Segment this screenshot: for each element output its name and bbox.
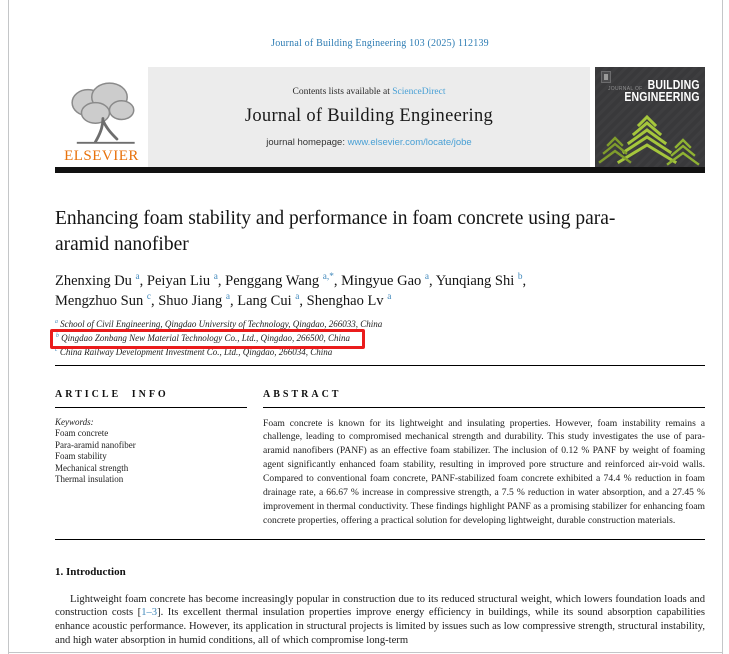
page-edge-bottom [8,652,723,653]
journal-title: Journal of Building Engineering [244,105,494,126]
info-abstract-section [55,366,705,528]
running-head: Journal of Building Engineering 103 (2025) 112139 [271,38,489,49]
homepage-prefix: journal homepage: [266,136,348,148]
keywords-block [55,417,247,486]
intro-paragraph [55,593,705,647]
abstract-text: Foam concrete is known for its lightweight and insulating properties. However, foam instability remains a challenge, leading to compromised mechanical strength and durability. This study investigates the use of para-aramid nanofibers (PANF) as an effective foam stabilizer. The inclusion of 0.12 % PANF by weight of foaming agent significantly enhanced foam stability, resulting in improved pore structure and reinforced air-void walls. Compared to conventional foam concrete, PANF-stabilized foam concrete exhibited a 74.4 % reduction in foam drainage rate, a 66.67 % increase in compressive strength, a 7.5 % reduction in water absorption, and a 27.45 % improvement in thermal conductivity. These findings highlight PANF as a promising stabilizer for enhancing foam concrete properties, offering a practical solution for developing lightweight, durable construction materials. [263,417,705,526]
author-affiliation-superscript[interactable]: a [135,272,140,283]
elsevier-logo [55,67,148,167]
cover-title [625,79,700,103]
affiliation-superscript: c [55,347,58,353]
keyword-item: Thermal insulation [55,474,124,484]
keyword-item: Mechanical strength [55,462,129,473]
journal-cover-thumbnail [595,67,705,167]
homepage-url-link[interactable]: www.elsevier.com/locate/jobe [347,136,472,148]
cover-trees-icon [595,105,705,167]
article-title: Enhancing foam stability and performance in foam concrete using para-aramid nanofiber [55,208,616,255]
author-affiliation-superscript[interactable]: a [424,272,429,283]
cover-journal-of: JOURNAL OF [608,86,643,92]
author-affiliation-superscript[interactable]: a [387,292,392,303]
elsevier-wordmark: ELSEVIER [64,148,139,164]
author-affiliation-superscript[interactable]: a [295,292,300,303]
citation-link[interactable]: 1–3 [141,607,158,619]
keyword-item: Foam stability [55,451,107,461]
affiliation-superscript: b [56,332,59,339]
cover-elsevier-mark-icon [601,71,611,83]
author: Zhenxing Du $^a$ [55,272,140,289]
affiliation-highlighted: $^b$ Qingdao Zonbang New Material Technology Co., Ltd., Qingdao, 266500, China [50,329,365,350]
abstract-column [263,389,705,528]
affiliation: $^a$ School of Civil Engineering, Qingdao University of Technology, Qingdao, 266033, China [55,319,383,329]
header-divider-bar [55,167,705,173]
elsevier-tree-icon [60,77,144,147]
journal-header [55,67,705,167]
journal-banner [148,67,590,167]
author-affiliation-superscript[interactable]: a [213,272,218,283]
author: Lang Cui $^a$ [237,292,300,309]
section-bottom-rule [55,539,705,540]
keyword-item: Para-aramid nanofiber [55,439,136,450]
introduction-heading: 1. Introduction [55,565,126,578]
author: Yunqiang Shi $^b$ [435,272,523,289]
authors-line: Zhenxing Du $^a$, Peiyan Liu $^a$, Penggang Wang $^{a,*}$, Mingyue Gao $^a$, Yunqiang Shi $^b$, Mengzhuo Sun $^c$, Shuo Jiang $^a$, Lang Cui $^a$, Shenghao Lv $^a$ [55,272,527,309]
page-edge-right [722,0,723,654]
author: Penggang Wang $^{a,*}$ [225,272,334,289]
author-affiliation-superscript[interactable]: a,* [322,272,334,283]
author: Shuo Jiang $^a$ [158,292,231,309]
author-affiliation-superscript[interactable]: b [517,272,523,283]
contents-prefix: Contents lists available at [292,86,393,97]
article-info-column [55,389,247,528]
contents-line [292,87,445,97]
keywords-label: Keywords: [55,416,94,427]
keywords-list [55,428,247,486]
abstract-heading: ABSTRACT [263,389,705,408]
sciencedirect-link[interactable]: ScienceDirect [392,86,446,97]
affiliations [55,318,705,360]
cover-title-line1: BUILDING [647,78,700,92]
keyword-item: Foam concrete [55,428,109,438]
homepage-line [266,137,471,148]
author-affiliation-superscript[interactable]: c [146,292,151,303]
affiliation: $^c$ China Railway Development Investment Co., Ltd., Qingdao, 266034, China [55,347,333,357]
cover-title-line2: ENGINEERING [624,90,700,104]
intro-text-after-citation: ]. Its excellent thermal insulation properties improve energy efficiency in buildings, while its sound absorption capabilities enhance acoustic performance. However, its application in structural projects is limited by issues such as low compressive strength, structural instability, and high water absorption in humid conditions, all of which compromise long-term [55,607,705,646]
page-edge-left [8,0,9,654]
author-affiliation-superscript[interactable]: a [225,292,231,303]
affiliation-superscript: a [55,319,58,325]
author: Mengzhuo Sun $^c$ [55,292,151,309]
author: Shenghao Lv $^a$ [306,292,392,309]
intro-text-before-citation: Lightweight foam concrete has become increasingly popular in construction due to its reduced structural weight, which lowers foundation loads and construction costs [ [55,593,705,619]
author: Peiyan Liu $^a$ [146,272,218,289]
article-info-heading: ARTICLE INFO [55,389,247,408]
author: Mingyue Gao $^a$ [341,272,429,289]
